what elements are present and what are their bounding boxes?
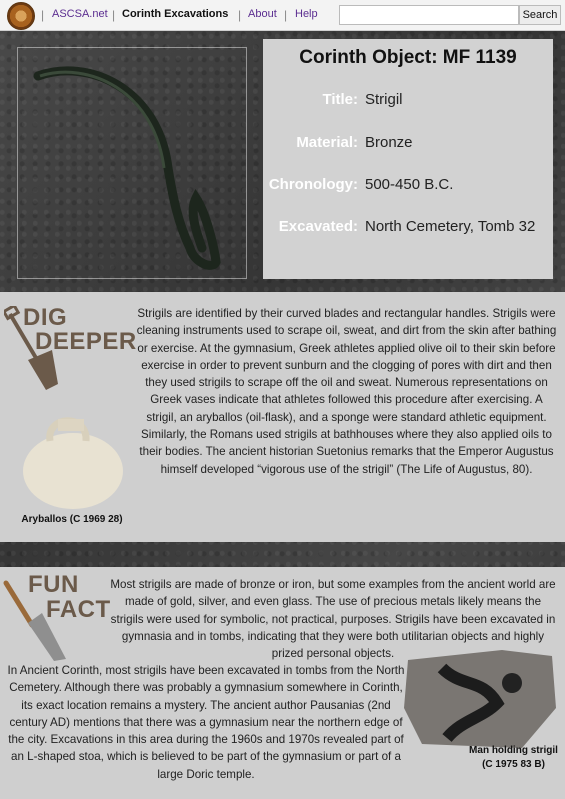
- nav-separator: |: [41, 8, 45, 22]
- info-label: Material:: [296, 134, 358, 151]
- nav-separator: |: [112, 8, 116, 22]
- aryballos-caption: Aryballos (C 1969 28): [21, 514, 123, 525]
- fun-fact-text-2: In Ancient Corinth, most strigils have been excavated in tombs from the North Cemetery. Although there was probably a gymnasium somewhere in Corinth, its exact location remains a mystery. The ancient author Pausanias (2nd century AD) mentions that there was a gymnasium near the northern edge of the city. Excavations in this area during the 1960s and 1970s revealed part of an L-shaped stoa, which is believed to be part of the gymnasium or part of a large Doric temple.: [7, 664, 405, 781]
- vase-fragment-image: [402, 648, 560, 748]
- object-photo-frame: [17, 47, 247, 279]
- fun-fact-heading-line2: FACT: [46, 596, 111, 623]
- search-input[interactable]: [339, 5, 519, 25]
- fun-fact-panel: [0, 567, 565, 799]
- info-value: Bronze: [365, 134, 413, 151]
- ascsa-logo-icon[interactable]: [7, 2, 35, 30]
- info-value: Strigil: [365, 91, 403, 108]
- object-heading: Corinth Object: MF 1139: [299, 47, 517, 68]
- strigil-image: [18, 48, 246, 278]
- info-label: Chronology:: [268, 176, 358, 193]
- dig-deeper-heading-line2: DEEPER: [35, 328, 137, 355]
- fun-fact-heading-line1: FUN: [28, 571, 79, 598]
- dig-deeper-text: Strigils are identified by their curved blades and rectangular handles. Strigils were cleaning instruments used to scrape oil, sweat, and dirt from the skin after bathing or exercise. At the gymnasium, Greek athletes applied olive oil to their skin before exercise in order to prevent sunburn and the clogging of pores with dirt and then they used strigils to scrape off the oil and sweat. Numerous representations on Greek vases indicate that athletes followed this procedure after exercising. A strigil, an aryballos (oil-flask), and a sponge were standard athletic equipment. Similarly, the Romans used strigils at bathhouses where they also applied oils to their bodies. The ancient historian Suetonius remarks that the Emperor Augustus himself developed “vigorous use of the strigil” (The Life of Augustus, 80).: [136, 307, 557, 476]
- nav-link-about[interactable]: About: [248, 8, 277, 20]
- search-button[interactable]: Search: [519, 5, 561, 25]
- object-info-box: [263, 39, 553, 279]
- nav-link-help[interactable]: Help: [295, 8, 318, 20]
- info-label: Title:: [322, 91, 358, 108]
- vase-caption-line1: Man holding strigil: [469, 745, 558, 756]
- aryballos-image: [18, 405, 126, 511]
- top-nav-bar: [0, 0, 565, 31]
- fun-fact-text-1: Most strigils are made of bronze or iron, but some examples from the ancient world are made of gold, silver, and even glass. The use of precious metals likely means the strigils were used for symbolic, not practical, purposes. Strigils have been excavated in gymnasia and in tombs, indicating that they were both utilitarian objects and highly prized personal objects.: [110, 578, 556, 661]
- nav-separator: |: [238, 8, 242, 22]
- nav-link-ascsa[interactable]: ASCSA.net: [52, 8, 108, 20]
- nav-link-corinth-excavations[interactable]: Corinth Excavations: [122, 8, 229, 20]
- info-value: North Cemetery, Tomb 32: [365, 218, 536, 235]
- nav-separator: |: [284, 8, 288, 22]
- vase-caption-line2: (C 1975 83 B): [482, 759, 545, 770]
- info-value: 500-450 B.C.: [365, 176, 454, 193]
- dig-deeper-panel: [0, 292, 565, 542]
- dig-deeper-heading-line1: DIG: [23, 304, 68, 331]
- info-label: Excavated:: [278, 218, 358, 235]
